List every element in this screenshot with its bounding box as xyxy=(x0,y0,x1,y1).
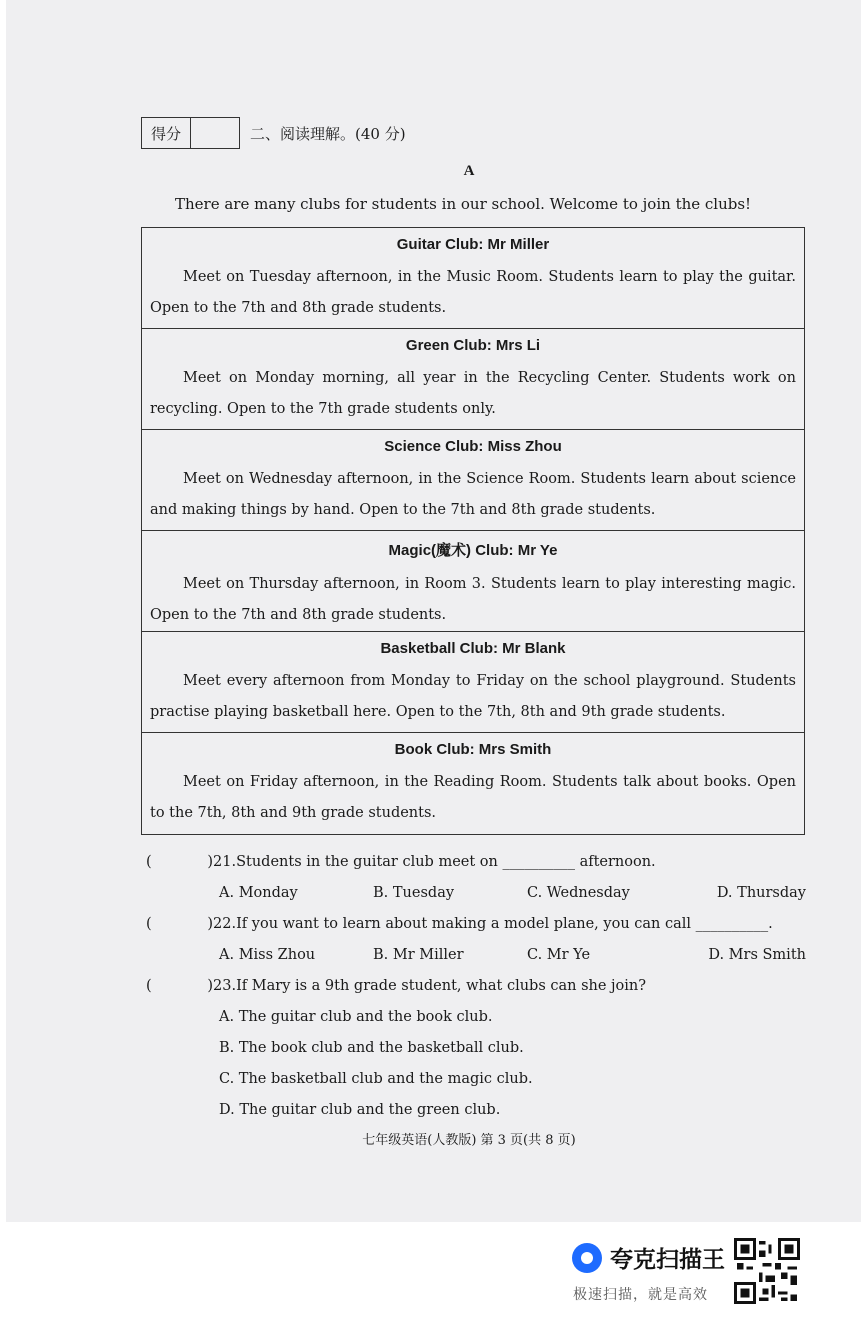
page-footer: 七年级英语(人教版) 第 3 页(共 8 页) xyxy=(362,1133,576,1148)
scanner-brand xyxy=(572,1241,725,1274)
option-c: C. Wednesday xyxy=(527,884,630,901)
club-title: Basketball Club: Mr Blank xyxy=(380,640,566,657)
question-stem: If you want to learn about making a model plane, you can call __________. xyxy=(236,915,773,932)
passage-letter: A xyxy=(463,163,475,179)
option-d: D. The guitar club and the green club. xyxy=(219,1101,501,1118)
option-b: B. Mr Miller xyxy=(373,946,464,963)
club-green xyxy=(142,329,804,430)
club-description: Meet on Wednesday afternoon, in the Science Room. Students learn about science and making things by hand. Open to the 7th and 8th grade students. xyxy=(150,471,796,518)
club-title: Science Club: Miss Zhou xyxy=(384,438,562,455)
section-title: 二、阅读理解。(40 分) xyxy=(250,125,406,143)
option-b: B. Tuesday xyxy=(373,884,455,901)
question-22 xyxy=(141,908,806,939)
club-book xyxy=(142,733,804,834)
club-basketball xyxy=(142,632,804,733)
club-science xyxy=(142,430,804,531)
club-magic xyxy=(142,531,804,632)
option-c: C. The basketball club and the magic club. xyxy=(219,1070,533,1087)
score-label: 得分 xyxy=(142,118,191,148)
club-description: Meet on Friday afternoon, in the Reading Room. Students talk about books. Open to the 7th, 8th and 9th grade students. xyxy=(150,774,796,821)
option-c: C. Mr Ye xyxy=(527,946,591,963)
option-d: D. Thursday xyxy=(716,884,806,901)
question-number: 22. xyxy=(213,915,237,932)
score-box xyxy=(141,117,240,149)
brand-slogan: 极速扫描，就是高效 xyxy=(573,1287,708,1303)
qr-code-icon xyxy=(734,1238,800,1304)
question-stem: If Mary is a 9th grade student, what clubs can she join? xyxy=(236,977,647,994)
club-title: Magic(魔术) Club: Mr Ye xyxy=(388,542,558,559)
clubs-table xyxy=(141,227,805,835)
club-title: Book Club: Mrs Smith xyxy=(394,741,552,758)
question-number: 23. xyxy=(213,977,237,994)
question-22-options xyxy=(141,939,806,970)
club-description: Meet on Thursday afternoon, in Room 3. Students learn to play interesting magic. Open to the 7th and 8th grade students. xyxy=(150,576,796,623)
quark-logo-icon xyxy=(572,1243,602,1273)
brand-name: 夸克扫描王 xyxy=(610,1247,725,1273)
club-description: Meet on Tuesday afternoon, in the Music Room. Students learn to play the guitar. Open to the 7th and 8th grade students. xyxy=(150,269,796,316)
club-description: Meet every afternoon from Monday to Friday on the school playground. Students practise playing basketball here. Open to the 7th, 8th and 9th grade students. xyxy=(150,673,796,720)
answer-blank[interactable]: ( ) xyxy=(146,977,213,994)
questions xyxy=(141,846,806,1125)
question-stem: Students in the guitar club meet on __________ afternoon. xyxy=(236,853,656,870)
option-a: A. Miss Zhou xyxy=(219,946,316,963)
question-21-options xyxy=(141,877,806,908)
option-a: A. Monday xyxy=(219,884,298,901)
answer-blank[interactable]: ( ) xyxy=(146,915,213,932)
club-title: Guitar Club: Mr Miller xyxy=(396,236,550,253)
option-a: A. The guitar club and the book club. xyxy=(219,1008,493,1025)
question-21 xyxy=(141,846,806,877)
question-number: 21. xyxy=(213,853,237,870)
club-title: Green Club: Mrs Li xyxy=(405,337,541,354)
passage-intro: There are many clubs for students in our school. Welcome to join the clubs! xyxy=(175,195,752,213)
question-23 xyxy=(141,970,806,1001)
club-guitar xyxy=(142,228,804,329)
answer-blank[interactable]: ( ) xyxy=(146,853,213,870)
option-d: D. Mrs Smith xyxy=(708,946,806,963)
option-b: B. The book club and the basketball club. xyxy=(219,1039,524,1056)
club-description: Meet on Monday morning, all year in the Recycling Center. Students work on recycling. Open to the 7th grade students only. xyxy=(150,370,796,417)
